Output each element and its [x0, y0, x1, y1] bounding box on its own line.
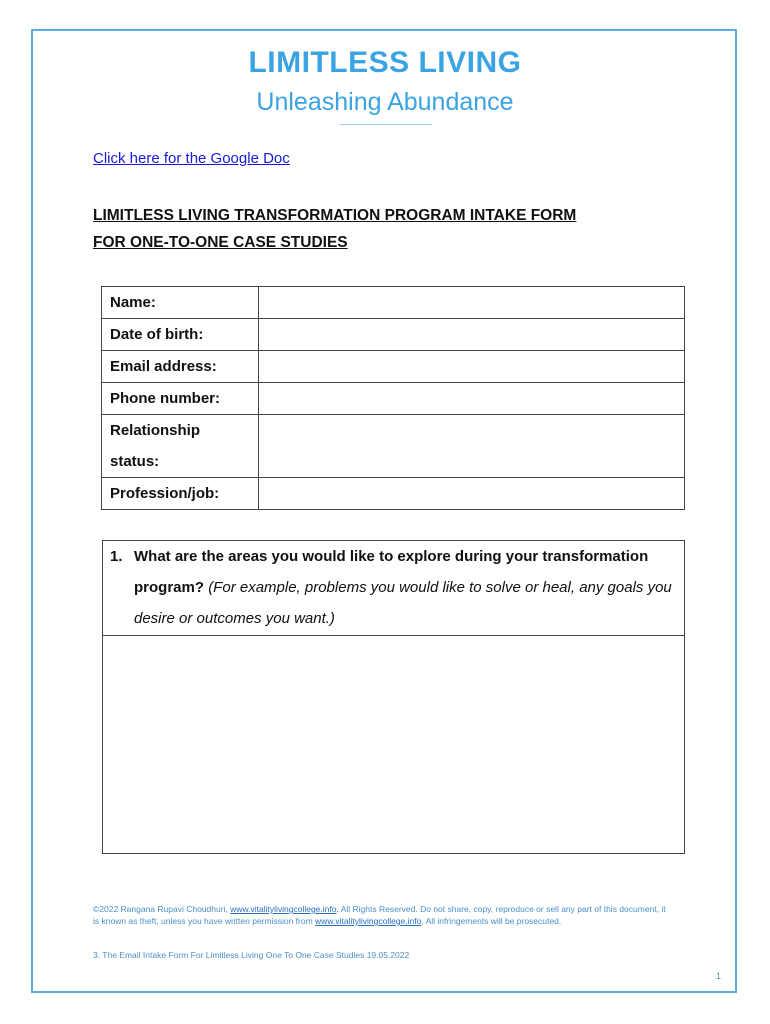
profession-label: Profession/job:: [102, 478, 259, 510]
document-note: 3. The Email Intake Form For Limitless Living One To One Case Studies 19.05.2022: [93, 950, 410, 960]
table-row: [102, 319, 685, 351]
form-title-line-1: LIMITLESS LIVING TRANSFORMATION PROGRAM INTAKE FORM: [93, 207, 577, 224]
profession-field[interactable]: [259, 478, 685, 510]
table-row: [102, 478, 685, 510]
question-1-answer-field[interactable]: [103, 636, 684, 853]
personal-info-table: [101, 286, 685, 510]
name-label: Name:: [102, 287, 259, 319]
question-1-number: 1.: [110, 548, 123, 565]
question-1-prompt: What are the areas you would like to explore during your transformation program?: [134, 548, 649, 596]
question-1-text: [110, 541, 678, 634]
brand-title: LIMITLESS LIVING: [248, 46, 522, 79]
table-row: [102, 415, 685, 478]
form-title-line-2: FOR ONE-TO-ONE CASE STUDIES: [93, 234, 348, 251]
google-doc-link[interactable]: Click here for the Google Doc: [93, 150, 290, 167]
table-row: [102, 287, 685, 319]
relationship-field[interactable]: [259, 415, 685, 478]
relationship-label-line-1: Relationship: [110, 422, 201, 439]
question-1-box: [102, 540, 685, 854]
brand-divider: [340, 124, 432, 125]
form-title: [93, 202, 576, 256]
email-label: Email address:: [102, 351, 259, 383]
relationship-label: [102, 415, 259, 478]
dob-field[interactable]: [259, 319, 685, 351]
email-field[interactable]: [259, 351, 685, 383]
page-number: 1: [716, 971, 722, 981]
table-row: [102, 351, 685, 383]
brand-subtitle: Unleashing Abundance: [256, 88, 514, 116]
copyright-footer: ©2022 Rangana Rupavi Choudhuri, www.vitalitylivingcollege.info. All Rights Reserved. Do not share, copy, reproduce or sell any part of this document, it is known as theft, unless you have written permission from www.vitalitylivingcollege.info. All infringements will be prosecuted.: [93, 904, 666, 926]
dob-label: Date of birth:: [102, 319, 259, 351]
name-field[interactable]: [259, 287, 685, 319]
phone-label: Phone number:: [102, 383, 259, 415]
relationship-label-line-2: status:: [110, 453, 160, 470]
table-row: [102, 383, 685, 415]
website-link[interactable]: www.vitalitylivingcollege.info: [230, 904, 337, 914]
website-link[interactable]: www.vitalitylivingcollege.info: [315, 916, 422, 926]
phone-field[interactable]: [259, 383, 685, 415]
question-1-example: (For example, problems you would like to solve or heal, any goals you desire or outcomes you want.): [134, 579, 672, 627]
